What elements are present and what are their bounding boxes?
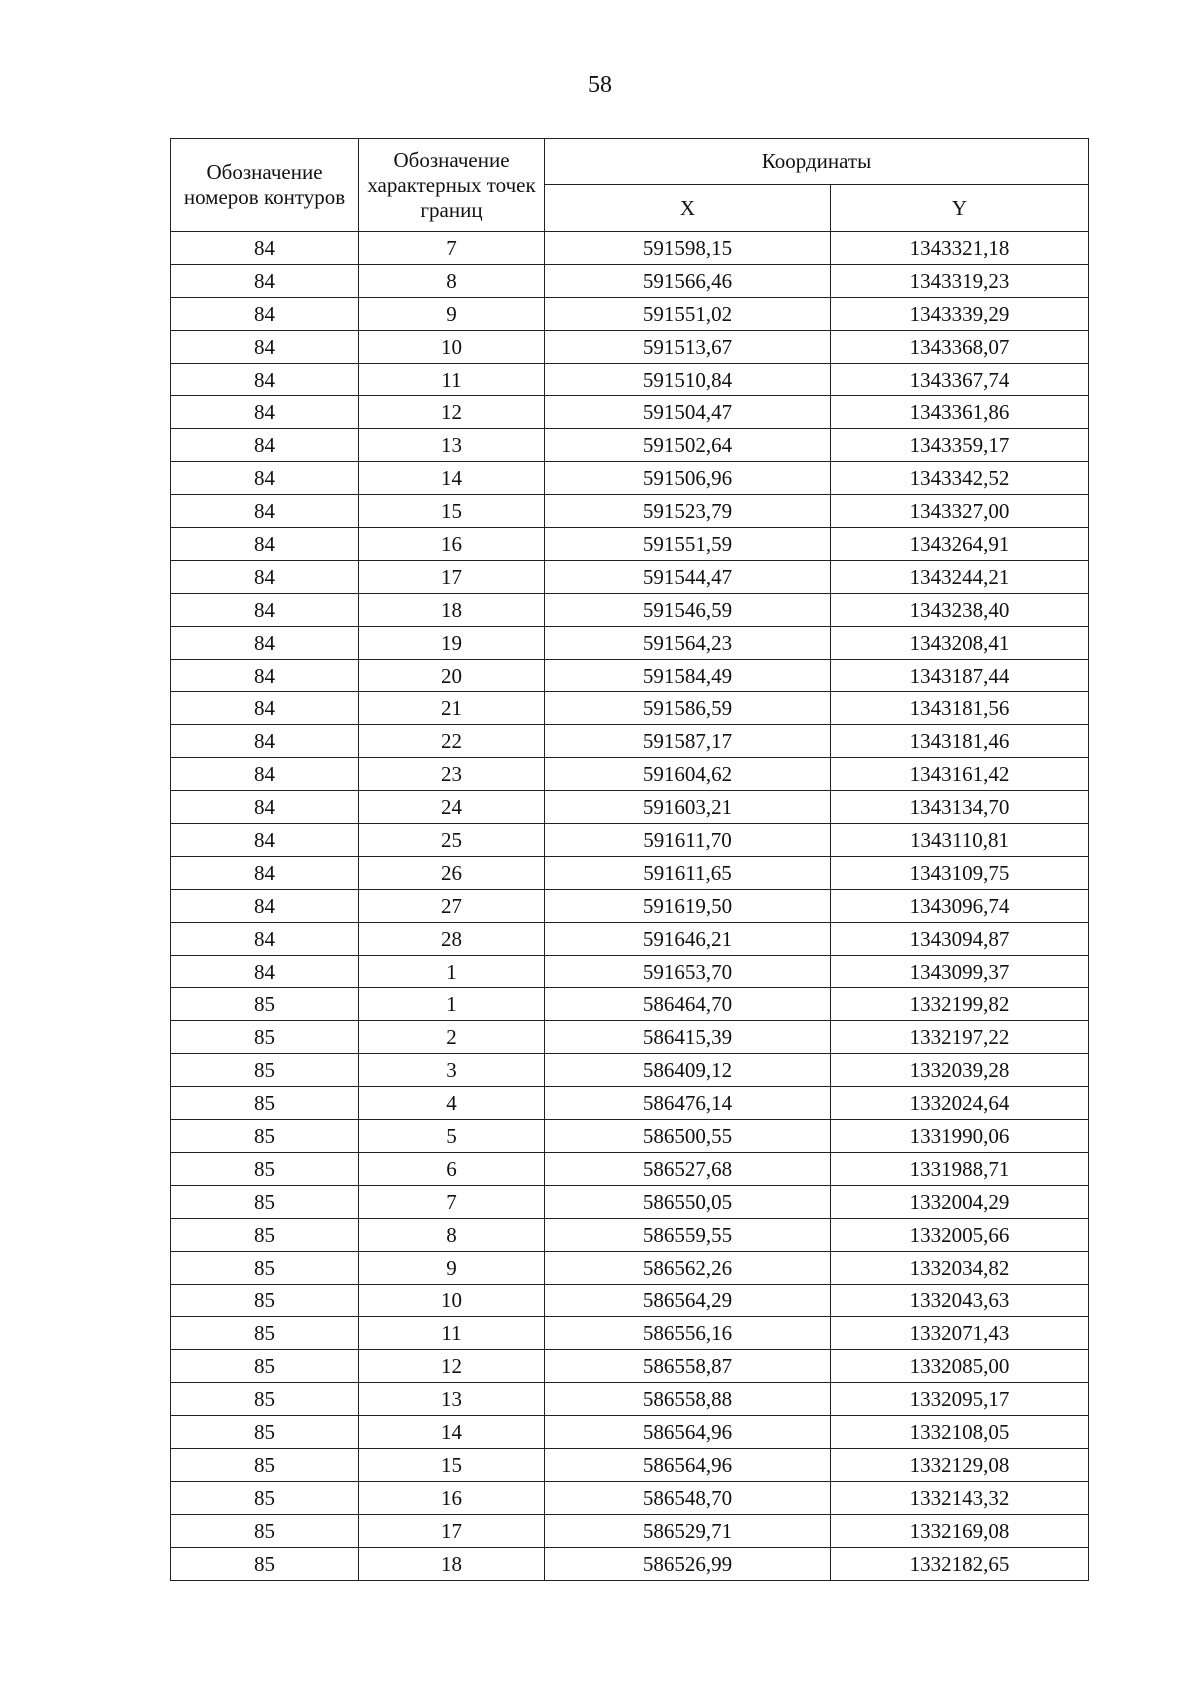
cell-point: 7 xyxy=(359,232,545,265)
cell-y: 1343319,23 xyxy=(831,264,1089,297)
cell-point: 28 xyxy=(359,922,545,955)
coordinates-table xyxy=(170,138,1089,1581)
cell-contour: 84 xyxy=(171,889,359,922)
cell-point: 15 xyxy=(359,1448,545,1481)
table-row xyxy=(171,1416,1089,1449)
table-row xyxy=(171,1514,1089,1547)
cell-y: 1332024,64 xyxy=(831,1087,1089,1120)
cell-contour: 84 xyxy=(171,922,359,955)
cell-contour: 85 xyxy=(171,1547,359,1580)
cell-x: 591611,70 xyxy=(545,824,831,857)
header-y: Y xyxy=(831,185,1089,232)
cell-y: 1343339,29 xyxy=(831,297,1089,330)
cell-contour: 84 xyxy=(171,758,359,791)
table-row xyxy=(171,955,1089,988)
cell-y: 1332199,82 xyxy=(831,988,1089,1021)
cell-y: 1332129,08 xyxy=(831,1448,1089,1481)
cell-x: 591603,21 xyxy=(545,791,831,824)
cell-x: 586500,55 xyxy=(545,1120,831,1153)
cell-point: 26 xyxy=(359,856,545,889)
cell-x: 586550,05 xyxy=(545,1185,831,1218)
table-row xyxy=(171,1087,1089,1120)
cell-point: 18 xyxy=(359,593,545,626)
table-row xyxy=(171,988,1089,1021)
cell-x: 586559,55 xyxy=(545,1218,831,1251)
cell-x: 591586,59 xyxy=(545,692,831,725)
cell-x: 591551,02 xyxy=(545,297,831,330)
cell-y: 1343099,37 xyxy=(831,955,1089,988)
cell-x: 591646,21 xyxy=(545,922,831,955)
cell-point: 4 xyxy=(359,1087,545,1120)
cell-y: 1343368,07 xyxy=(831,330,1089,363)
cell-contour: 85 xyxy=(171,1514,359,1547)
table-row xyxy=(171,1021,1089,1054)
cell-x: 591502,64 xyxy=(545,429,831,462)
cell-point: 17 xyxy=(359,560,545,593)
cell-y: 1332071,43 xyxy=(831,1317,1089,1350)
cell-y: 1343208,41 xyxy=(831,626,1089,659)
cell-contour: 85 xyxy=(171,1021,359,1054)
cell-contour: 84 xyxy=(171,297,359,330)
table-row xyxy=(171,495,1089,528)
cell-x: 586556,16 xyxy=(545,1317,831,1350)
cell-point: 15 xyxy=(359,495,545,528)
table-row xyxy=(171,1251,1089,1284)
cell-y: 1332169,08 xyxy=(831,1514,1089,1547)
cell-contour: 84 xyxy=(171,659,359,692)
cell-contour: 85 xyxy=(171,1120,359,1153)
cell-point: 13 xyxy=(359,429,545,462)
cell-x: 591611,65 xyxy=(545,856,831,889)
table-row xyxy=(171,429,1089,462)
cell-point: 2 xyxy=(359,1021,545,1054)
table-row xyxy=(171,297,1089,330)
cell-point: 11 xyxy=(359,363,545,396)
cell-point: 20 xyxy=(359,659,545,692)
table-row xyxy=(171,560,1089,593)
cell-y: 1343134,70 xyxy=(831,791,1089,824)
cell-x: 591587,17 xyxy=(545,725,831,758)
cell-contour: 85 xyxy=(171,1185,359,1218)
table-row xyxy=(171,725,1089,758)
cell-point: 1 xyxy=(359,988,545,1021)
cell-y: 1332143,32 xyxy=(831,1481,1089,1514)
cell-y: 1332005,66 xyxy=(831,1218,1089,1251)
table-row xyxy=(171,659,1089,692)
table-row xyxy=(171,692,1089,725)
cell-point: 9 xyxy=(359,1251,545,1284)
table-row xyxy=(171,462,1089,495)
table-row xyxy=(171,528,1089,561)
cell-y: 1343094,87 xyxy=(831,922,1089,955)
cell-x: 591510,84 xyxy=(545,363,831,396)
cell-y: 1332108,05 xyxy=(831,1416,1089,1449)
cell-y: 1332085,00 xyxy=(831,1350,1089,1383)
cell-x: 586548,70 xyxy=(545,1481,831,1514)
table-row xyxy=(171,1481,1089,1514)
cell-contour: 84 xyxy=(171,264,359,297)
cell-point: 27 xyxy=(359,889,545,922)
cell-point: 8 xyxy=(359,1218,545,1251)
cell-point: 22 xyxy=(359,725,545,758)
cell-point: 5 xyxy=(359,1120,545,1153)
table-row xyxy=(171,264,1089,297)
cell-y: 1343181,46 xyxy=(831,725,1089,758)
cell-x: 591619,50 xyxy=(545,889,831,922)
cell-contour: 84 xyxy=(171,593,359,626)
cell-x: 586564,29 xyxy=(545,1284,831,1317)
cell-contour: 84 xyxy=(171,495,359,528)
cell-point: 16 xyxy=(359,528,545,561)
cell-contour: 85 xyxy=(171,988,359,1021)
cell-contour: 84 xyxy=(171,856,359,889)
table-row xyxy=(171,232,1089,265)
cell-contour: 85 xyxy=(171,1383,359,1416)
table-row xyxy=(171,889,1089,922)
cell-contour: 85 xyxy=(171,1284,359,1317)
cell-contour: 85 xyxy=(171,1054,359,1087)
cell-y: 1343321,18 xyxy=(831,232,1089,265)
cell-y: 1343327,00 xyxy=(831,495,1089,528)
cell-point: 14 xyxy=(359,462,545,495)
cell-point: 12 xyxy=(359,396,545,429)
header-x: X xyxy=(545,185,831,232)
cell-y: 1343110,81 xyxy=(831,824,1089,857)
cell-x: 586529,71 xyxy=(545,1514,831,1547)
cell-point: 8 xyxy=(359,264,545,297)
table-row xyxy=(171,330,1089,363)
cell-x: 591604,62 xyxy=(545,758,831,791)
table-header xyxy=(171,139,1089,232)
cell-x: 586527,68 xyxy=(545,1152,831,1185)
cell-x: 586558,87 xyxy=(545,1350,831,1383)
cell-x: 591504,47 xyxy=(545,396,831,429)
cell-contour: 85 xyxy=(171,1481,359,1514)
cell-y: 1343367,74 xyxy=(831,363,1089,396)
cell-x: 591551,59 xyxy=(545,528,831,561)
cell-point: 24 xyxy=(359,791,545,824)
cell-point: 1 xyxy=(359,955,545,988)
cell-contour: 85 xyxy=(171,1317,359,1350)
cell-contour: 84 xyxy=(171,429,359,462)
cell-point: 16 xyxy=(359,1481,545,1514)
header-contour-numbers: Обозначение номеров контуров xyxy=(171,139,359,232)
cell-point: 21 xyxy=(359,692,545,725)
cell-contour: 84 xyxy=(171,791,359,824)
cell-point: 18 xyxy=(359,1547,545,1580)
cell-y: 1343361,86 xyxy=(831,396,1089,429)
table-row xyxy=(171,1350,1089,1383)
page-number: 58 xyxy=(588,72,612,98)
cell-x: 586562,26 xyxy=(545,1251,831,1284)
cell-contour: 85 xyxy=(171,1350,359,1383)
cell-x: 591564,23 xyxy=(545,626,831,659)
cell-y: 1343238,40 xyxy=(831,593,1089,626)
table-row xyxy=(171,824,1089,857)
cell-point: 11 xyxy=(359,1317,545,1350)
cell-point: 3 xyxy=(359,1054,545,1087)
cell-x: 586558,88 xyxy=(545,1383,831,1416)
cell-x: 591523,79 xyxy=(545,495,831,528)
cell-y: 1332095,17 xyxy=(831,1383,1089,1416)
cell-x: 591653,70 xyxy=(545,955,831,988)
cell-point: 13 xyxy=(359,1383,545,1416)
cell-x: 586476,14 xyxy=(545,1087,831,1120)
cell-x: 586564,96 xyxy=(545,1448,831,1481)
table-row xyxy=(171,626,1089,659)
cell-x: 591506,96 xyxy=(545,462,831,495)
cell-y: 1332034,82 xyxy=(831,1251,1089,1284)
table-row xyxy=(171,758,1089,791)
cell-y: 1343359,17 xyxy=(831,429,1089,462)
table-row xyxy=(171,791,1089,824)
cell-point: 14 xyxy=(359,1416,545,1449)
cell-contour: 85 xyxy=(171,1152,359,1185)
cell-point: 17 xyxy=(359,1514,545,1547)
cell-contour: 84 xyxy=(171,560,359,593)
cell-y: 1332197,22 xyxy=(831,1021,1089,1054)
cell-x: 591544,47 xyxy=(545,560,831,593)
cell-y: 1343187,44 xyxy=(831,659,1089,692)
cell-contour: 85 xyxy=(171,1087,359,1120)
cell-contour: 85 xyxy=(171,1218,359,1251)
cell-y: 1343109,75 xyxy=(831,856,1089,889)
cell-contour: 84 xyxy=(171,528,359,561)
cell-x: 591566,46 xyxy=(545,264,831,297)
table-row xyxy=(171,396,1089,429)
cell-x: 586409,12 xyxy=(545,1054,831,1087)
cell-x: 586564,96 xyxy=(545,1416,831,1449)
header-boundary-points: Обозначение характерных точек границ xyxy=(359,139,545,232)
cell-x: 586526,99 xyxy=(545,1547,831,1580)
cell-y: 1332004,29 xyxy=(831,1185,1089,1218)
table-body xyxy=(171,232,1089,1581)
cell-y: 1343244,21 xyxy=(831,560,1089,593)
table-row xyxy=(171,1383,1089,1416)
cell-contour: 84 xyxy=(171,363,359,396)
cell-contour: 84 xyxy=(171,462,359,495)
table-row xyxy=(171,363,1089,396)
cell-contour: 84 xyxy=(171,626,359,659)
cell-point: 23 xyxy=(359,758,545,791)
cell-x: 591598,15 xyxy=(545,232,831,265)
table-row xyxy=(171,1218,1089,1251)
table-row xyxy=(171,1054,1089,1087)
cell-point: 6 xyxy=(359,1152,545,1185)
cell-contour: 84 xyxy=(171,330,359,363)
cell-point: 12 xyxy=(359,1350,545,1383)
cell-y: 1343181,56 xyxy=(831,692,1089,725)
table-row xyxy=(171,1152,1089,1185)
cell-point: 10 xyxy=(359,1284,545,1317)
table-row xyxy=(171,856,1089,889)
cell-point: 19 xyxy=(359,626,545,659)
cell-contour: 84 xyxy=(171,232,359,265)
cell-contour: 84 xyxy=(171,725,359,758)
cell-y: 1343342,52 xyxy=(831,462,1089,495)
cell-point: 7 xyxy=(359,1185,545,1218)
cell-contour: 85 xyxy=(171,1251,359,1284)
table-row xyxy=(171,1547,1089,1580)
table-row xyxy=(171,922,1089,955)
cell-y: 1332039,28 xyxy=(831,1054,1089,1087)
cell-y: 1332182,65 xyxy=(831,1547,1089,1580)
cell-contour: 84 xyxy=(171,955,359,988)
cell-contour: 84 xyxy=(171,692,359,725)
table-row xyxy=(171,1284,1089,1317)
cell-point: 9 xyxy=(359,297,545,330)
cell-x: 591546,59 xyxy=(545,593,831,626)
table-row xyxy=(171,1120,1089,1153)
cell-x: 586464,70 xyxy=(545,988,831,1021)
table-row xyxy=(171,1185,1089,1218)
cell-contour: 84 xyxy=(171,396,359,429)
cell-y: 1343161,42 xyxy=(831,758,1089,791)
cell-point: 10 xyxy=(359,330,545,363)
table-row xyxy=(171,1448,1089,1481)
cell-y: 1331990,06 xyxy=(831,1120,1089,1153)
cell-contour: 85 xyxy=(171,1416,359,1449)
cell-x: 591584,49 xyxy=(545,659,831,692)
cell-x: 591513,67 xyxy=(545,330,831,363)
cell-contour: 85 xyxy=(171,1448,359,1481)
table-row xyxy=(171,1317,1089,1350)
cell-contour: 84 xyxy=(171,824,359,857)
cell-y: 1343096,74 xyxy=(831,889,1089,922)
header-coordinates: Координаты xyxy=(545,139,1089,185)
table-row xyxy=(171,593,1089,626)
cell-y: 1343264,91 xyxy=(831,528,1089,561)
cell-point: 25 xyxy=(359,824,545,857)
cell-y: 1332043,63 xyxy=(831,1284,1089,1317)
cell-y: 1331988,71 xyxy=(831,1152,1089,1185)
cell-x: 586415,39 xyxy=(545,1021,831,1054)
